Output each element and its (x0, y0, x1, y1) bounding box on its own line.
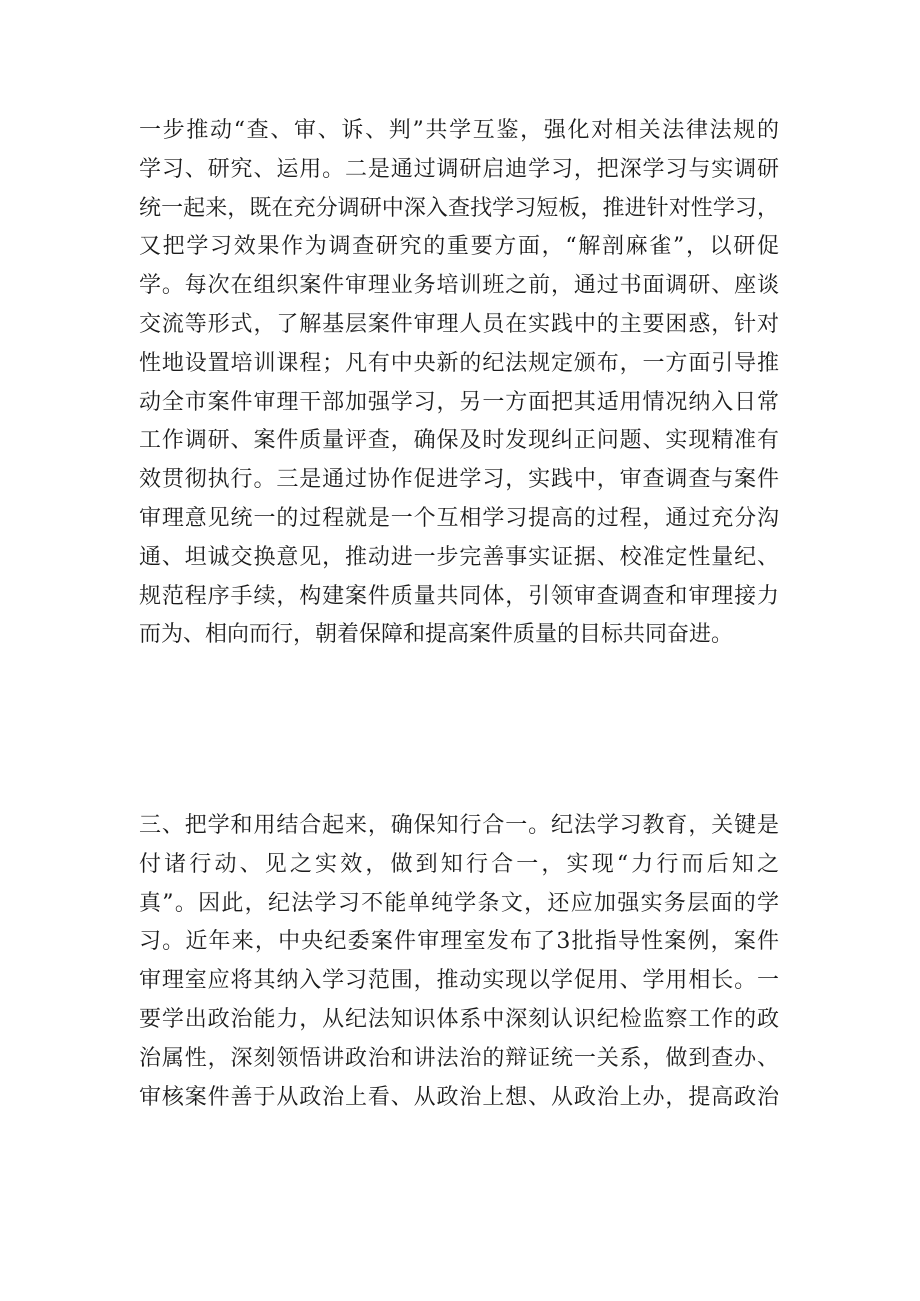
text-line: 学。每次在组织案件审理业务培训班之前，通过书面调研、座谈 (139, 273, 779, 299)
text-line: 规范程序手续，构建案件质量共同体，引领审查调查和审理接力 (139, 583, 779, 609)
text-line: 真”。因此，纪法学习不能单纯学条文，还应加强实务层面的学 (139, 890, 779, 916)
text-line: 三、把学和用结合起来，确保知行合一。纪法学习教育，关键是 (139, 813, 779, 838)
text-line: 审理意见统一的过程就是一个互相学习提高的过程，通过充分沟 (139, 506, 779, 531)
text-line: 习。近年来，中央纪委案件审理室发布了3批指导性案例，案件 (139, 929, 779, 955)
text-line: 又把学习效果作为调查研究的重要方面，“解剖麻雀”，以研促 (139, 234, 779, 260)
text-line: 统一起来，既在充分调研中深入查找学习短板，推进针对性学习， (139, 195, 779, 221)
text-line: 治属性，深刻领悟讲政治和讲法治的辩证统一关系，做到查办、 (139, 1045, 779, 1071)
text-line: 动全市案件审理干部加强学习，另一方面把其适用情况纳入日常 (139, 389, 779, 415)
text-line: 而为、相向而行，朝着保障和提高案件质量的目标共同奋进。 (139, 622, 734, 648)
text-line: 一步推动“查、审、诉、判”共学互鉴，强化对相关法律法规的 (139, 118, 779, 143)
text-line: 审理室应将其纳入学习范围，推动实现以学促用、学用相长。一 (139, 968, 779, 994)
text-line: 要学出政治能力，从纪法知识体系中深刻认识纪检监察工作的政 (139, 1007, 779, 1032)
text-line: 效贯彻执行。三是通过协作促进学习，实践中，审查调查与案件 (139, 467, 779, 493)
text-line: 工作调研、案件质量评查，确保及时发现纠正问题、实现精准有 (139, 428, 779, 454)
text-line: 付诸行动、见之实效，做到知行合一，实现“力行而后知之 (139, 851, 779, 877)
text-line: 通、坦诚交换意见，推动进一步完善事实证据、校准定性量纪、 (139, 544, 779, 570)
text-line: 交流等形式，了解基层案件审理人员在实践中的主要困惑，针对 (139, 312, 779, 337)
text-line: 性地设置培训课程；凡有中央新的纪法规定颁布，一方面引导推 (139, 350, 779, 376)
text-line: 审核案件善于从政治上看、从政治上想、从政治上办，提高政治 (139, 1084, 779, 1110)
text-line: 学习、研究、运用。二是通过调研启迪学习，把深学习与实调研 (139, 156, 779, 182)
